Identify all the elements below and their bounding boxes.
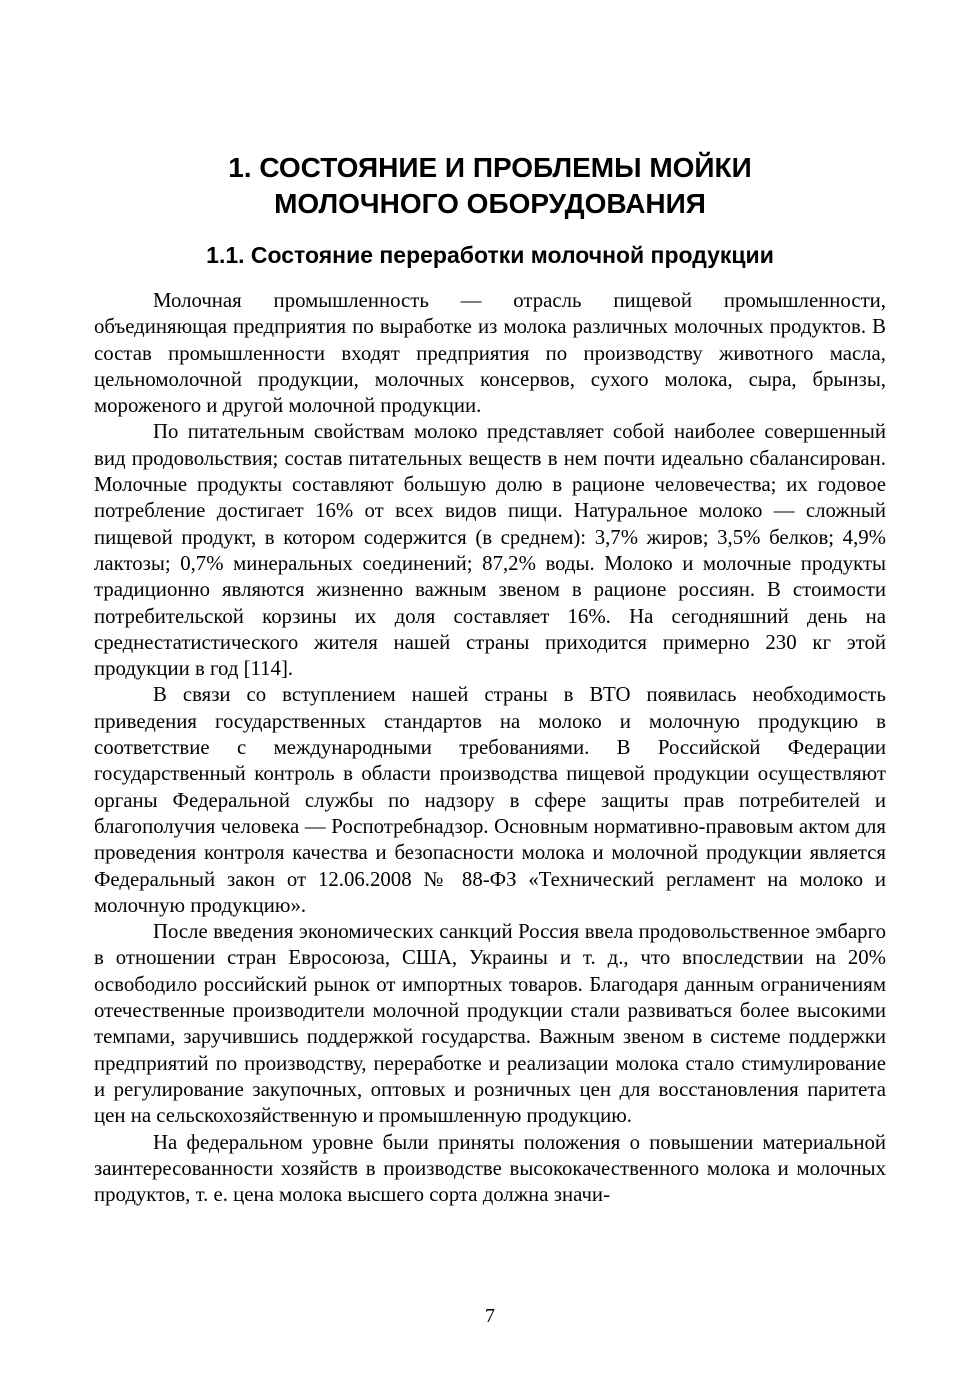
paragraph-3: В связи со вступлением нашей страны в ВТО появилась необходимость приведения государственных стандартов на молоко и молочную продукцию в соответствие с международными требованиями. В Российской Федерации государственный контроль в области производства пищевой продукции осуществляют органы Федеральной службы по надзору в сфере защиты прав потребителей и благополучия человека — Роспотребнадзор. Основным нормативно-правовым актом для проведения контроля качества и безопасности молока и молочной продукции является Федеральный закон от 12.06.2008 № 88-ФЗ «Технический регламент на молоко и молочную продукцию». xyxy=(94,683,886,917)
paragraph-5: На федеральном уровне были приняты положения о повышении материальной заинтересованности хозяйств в производстве высококачественного молока и молочных продуктов, т. е. цена молока высшего сорта должна значи- xyxy=(94,1130,886,1207)
section-title: 1.1. Состояние переработки молочной продукции xyxy=(206,242,774,268)
page-number: 7 xyxy=(485,1305,495,1327)
chapter-title-line-2: МОЛОЧНОГО ОБОРУДОВАНИЯ xyxy=(274,188,706,219)
paragraph-1: Молочная промышленность — отрасль пищевой промышленности, объединяющая предприятия по выработке из молока различных молочных продуктов. В состав промышленности входят предприятия по производству животного масла, цельномолочной продукции, молочных консервов, сухого молока, сыра, брынзы, мороженого и другой молочной продукции. xyxy=(94,289,886,418)
chapter-title-line-1: 1. СОСТОЯНИЕ И ПРОБЛЕМЫ МОЙКИ xyxy=(228,152,752,183)
paragraph-4: После введения экономических санкций Россия ввела продовольственное эмбарго в отношении стран Евросоюза, США, Украины и т. д., что впоследствии на 20% освободило российский рынок от импортных товаров. Благодаря данным ограничениям отечественные производители молочной продукции стали развиваться более высокими темпами, заручившись поддержкой государства. Важным звеном в системе поддержки предприятий по производству, переработке и реализации молока стало стимулирование и регулирование закупочных, оптовых и розничных цен для восстановления паритета цен на сельскохозяйственную и промышленную продукцию. xyxy=(94,920,886,1128)
chapter-title xyxy=(94,150,886,222)
body-text xyxy=(94,288,886,1208)
paragraph-2: По питательным свойствам молоко представляет собой наиболее совершенный вид продовольствия; состав питательных веществ в нем почти идеально сбалансирован. Молочные продукты составляют большую долю в рационе человечества; их годовое потребление достигает 16% от всех видов пищи. Натуральное молоко — сложный пищевой продукт, в котором содержится (в среднем): 3,7% жиров; 3,5% белков; 4,9% лактозы; 0,7% минеральных соединений; 87,2% воды. Молоко и молочные продукты традиционно являются жизненно важным звеном в рационе россиян. В стоимости потребительской корзины их доля составляет 16%. На сегодняшний день на среднестатистического жителя нашей страны приходится примерно 230 кг этой продукции в год [114]. xyxy=(94,420,886,681)
